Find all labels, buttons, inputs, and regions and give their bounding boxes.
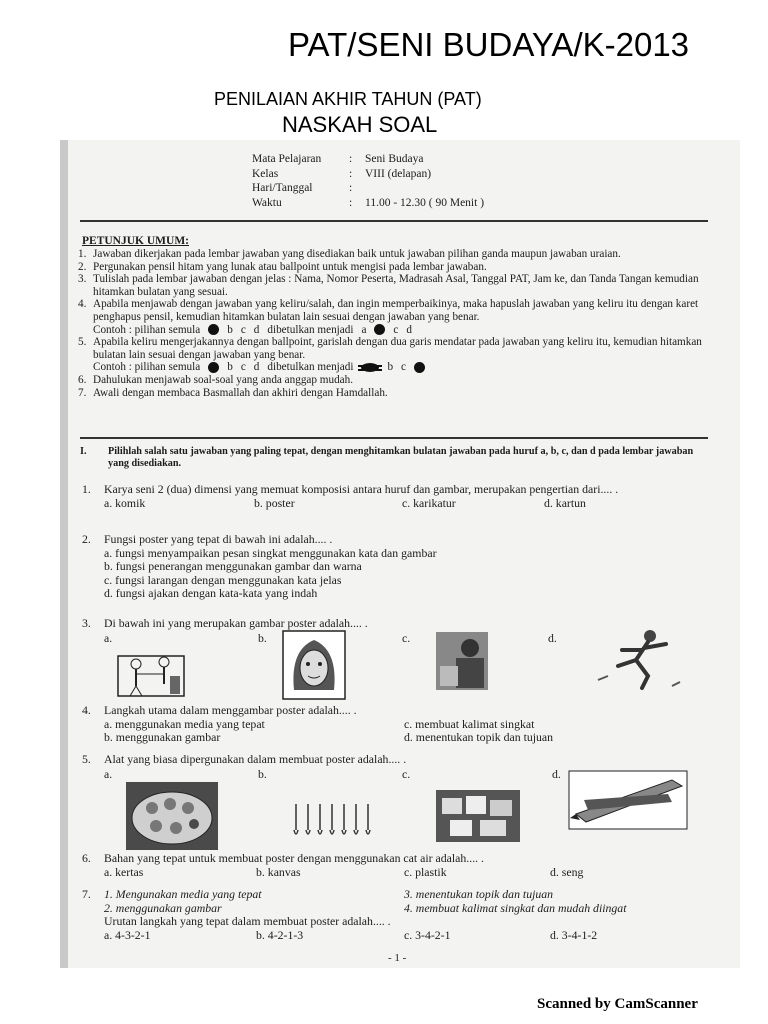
- info-row: Mata Pelajaran : Seni Budaya: [252, 153, 424, 165]
- instruction-item: 2. Pergunakan pensil hitam yang lunak atau ballpoint untuk mengisi pada lembar jawaban.: [78, 260, 487, 273]
- brushes-picture: [290, 800, 374, 840]
- question-3: 3. Di bawah ini yang merupakan gambar poster adalah.... .: [82, 616, 368, 630]
- info-row: Waktu : 11.00 - 12.30 ( 90 Menit ): [252, 196, 485, 209]
- instruction-item: 6. Dahulukan menjawab soal-soal yang anda anggap mudah.: [78, 373, 354, 386]
- question-4: 4. Langkah utama dalam menggambar poster adalah.... . a. menggunakan media yang tepat c. membuat kalimat singkat b. menggunakan gambar d. menentukan topik dan tujuan: [82, 704, 710, 745]
- filled-bubble-icon: [208, 324, 219, 335]
- instruction-item: 3. Tulislah pada lembar jawaban dengan jelas : Nama, Nomor Peserta, Madrasah Asal, Tanggal PAT, Jam ke, dan Tanda Tangan kemudian hitamkan bulatan yang sesuai.: [78, 273, 699, 298]
- instruction-item: 4. Apabila menjawab dengan jawaban yang keliru/salah, dan ingin memperbaikinya, maka hapuslah jawaban yang keliru itu dengan karet penghapus pensil, kemudian hitamkan bulatan lain sesuai dengan jawaban yang benar.: [78, 298, 699, 323]
- filled-bubble-icon: [414, 362, 425, 373]
- document-code-title: PAT/SENI BUDAYA/K-2013: [288, 26, 690, 63]
- question-2: 2. Fungsi poster yang tepat di bawah ini adalah.... . a. fungsi menyampaikan pesan singkat menggunakan kata dan gambar b. fungsi penerangan menggunakan gambar dan warna c. fungsi larangan dengan menggunakan kata jelas d. fungsi ajakan dengan kata-kata yang indah: [82, 533, 710, 601]
- subject-info: [252, 152, 484, 210]
- exam-type-title: PENILAIAN AKHIR TAHUN (PAT): [214, 89, 482, 109]
- instructions-title: PETUNJUK UMUM:: [82, 235, 189, 247]
- crossed-bubble-icon: [361, 363, 379, 372]
- man-photo-picture: [436, 632, 488, 690]
- scanned-page: [60, 140, 740, 968]
- paint-palette-picture: [126, 782, 218, 850]
- instruction-item: 5. Apabila keliru mengerjakannya dengan ballpoint, garislah dengan dua garis mendatar pada jawaban yang keliru itu, kemudian hitamkan bulatan lain sesuai dengan jawaban yang benar.: [78, 336, 702, 361]
- answer-example: Contoh : pilihan semula b c d dibetulkan menjadi a c d: [93, 323, 412, 336]
- exam-sheet-title: NASKAH SOAL: [282, 112, 438, 137]
- answer-options: a. komik b. poster c. karikatur d. kartun: [104, 495, 586, 510]
- picture-option-labels: a. b. c. d.: [104, 631, 557, 645]
- answer-options: a. 4-3-2-1 b. 4-2-1-3 c. 3-4-2-1 d. 3-4-1-2: [104, 927, 598, 942]
- section-instruction: I. Pilihlah salah satu jawaban yang paling tepat, dengan menghitamkan bulatan jawaban pada huruf a, b, c, dan d pada lembar jawaban yang disediakan.: [80, 446, 694, 469]
- instruction-item: 1. Jawaban dikerjakan pada lembar jawaban yang disediakan baik untuk jawaban pilihan ganda maupun jawaban uraian.: [78, 248, 621, 260]
- divider: [80, 437, 708, 439]
- instruction-item: 7. Awali dengan membaca Basmallah dan akhiri dengan Hamdallah.: [78, 386, 388, 399]
- divider: [80, 220, 708, 222]
- running-figure-picture: [588, 626, 684, 696]
- question-1: 1. Karya seni 2 (dua) dimensi yang memuat komposisi antara huruf dan gambar, merupakan pengertian dari.... . a. komik b. poster c. karikatur d. kartun: [82, 483, 710, 510]
- pencils-picture: [568, 770, 688, 830]
- scanner-watermark: Scanned by CamScanner: [537, 996, 698, 1012]
- instructions-list: [78, 248, 708, 399]
- question-6: 6. Bahan yang tepat untuk membuat poster dengan menggunakan cat air adalah.... . a. kertas b. kanvas c. plastik d. seng: [82, 852, 710, 879]
- question-7: 7. 1. Mengunakan media yang tepat 3. menentukan topik dan tujuan 2. menggunakan gambar 4. membuat kalimat singkat dan mudah diingat Urutan langkah yang tepat dalam membuat poster adalah.... . a. 4-3-2-1 b. 4-2-1-3 c. 3-4-2-1 d. 3-4-1-2: [82, 888, 710, 942]
- answer-options: a. menggunakan media yang tepat c. membuat kalimat singkat b. menggunakan gambar d. menentukan topik dan tujuan: [104, 716, 554, 744]
- answer-example: Contoh : pilihan semula b c d dibetulkan menjadi b c: [78, 361, 708, 374]
- answer-options: a. kertas b. kanvas c. plastik d. seng: [104, 864, 584, 879]
- filled-bubble-icon: [374, 324, 385, 335]
- page-number: - 1 -: [388, 952, 407, 964]
- picture-option-labels: a. b. c. d.: [104, 767, 561, 781]
- woman-portrait-picture: [282, 630, 346, 700]
- answer-options: a. fungsi menyampaikan pesan singkat menggunakan kata dan gambar b. fungsi penerangan menggunakan gambar dan warna c. fungsi larangan dengan menggunakan kata jelas d. fungsi ajakan dengan kata-kata yang indah: [104, 545, 437, 600]
- info-row: Hari/Tanggal :: [252, 182, 353, 194]
- step-list: 1. Mengunakan media yang tepat 3. menentukan topik dan tujuan 2. menggunakan gambar 4. membuat kalimat singkat dan mudah diingat: [104, 887, 627, 915]
- info-row: Kelas : VIII (delapan): [252, 167, 432, 180]
- filled-bubble-icon: [208, 362, 219, 373]
- cartoon-people-picture: [114, 646, 188, 700]
- paint-jars-picture: [436, 790, 520, 842]
- question-5: 5. Alat yang biasa dipergunakan dalam membuat poster adalah.... .: [82, 752, 407, 766]
